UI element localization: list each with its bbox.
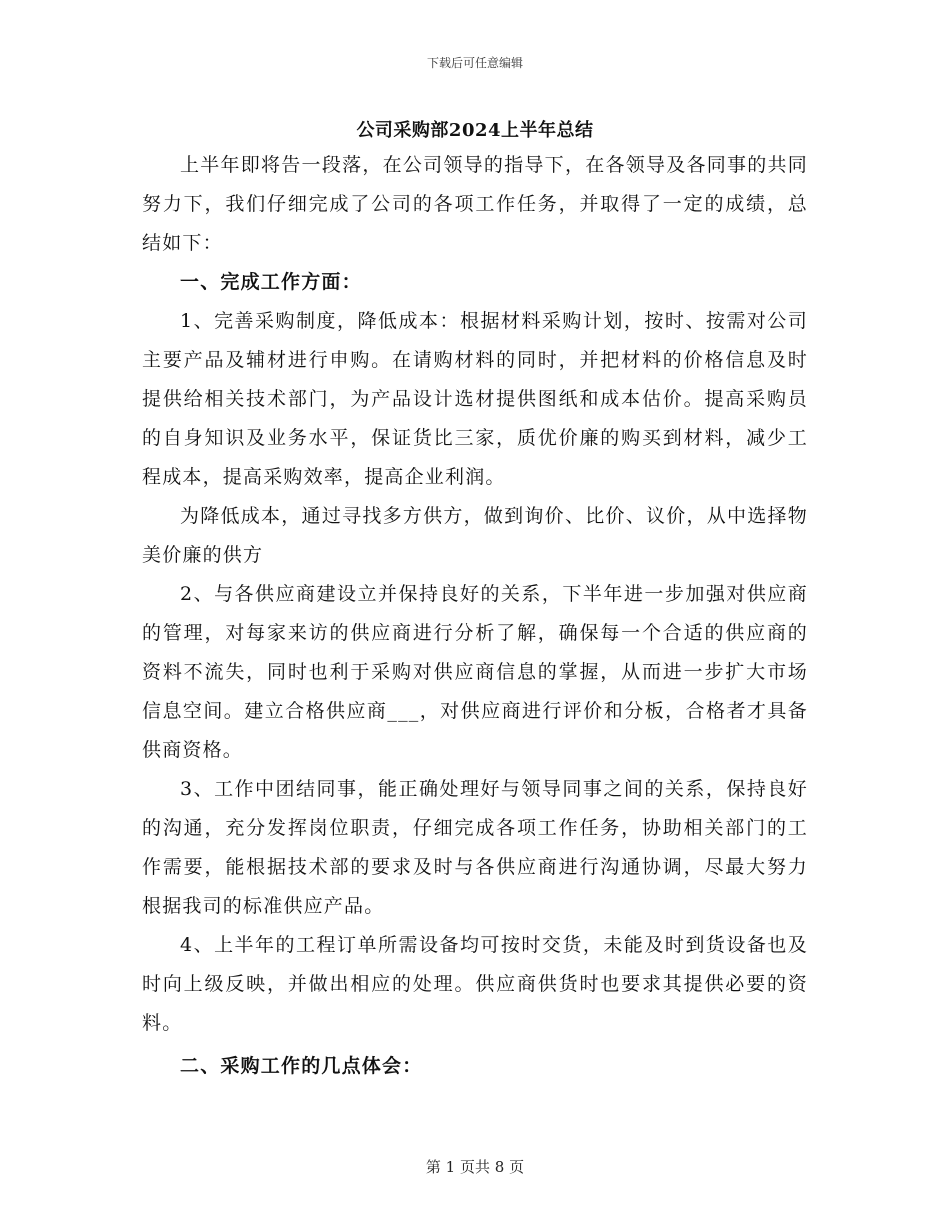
body-paragraph-4: 3、工作中团结同事，能正确处理好与领导同事之间的关系，保持良好的沟通，充分发挥岗位职责，仔细完成各项工作任务，协助相关部门的工作需要，能根据技术部的要求及时与各供应商进行沟通协调，尽最大努力根据我司的标准供应产品。 — [142, 778, 808, 917]
document-body — [142, 146, 808, 1086]
page-number: 第 1 页共 8 页 — [425, 1158, 525, 1176]
document-title: 公司采购部2024上半年总结 — [356, 120, 594, 141]
body-paragraph-1: 1、完善采购制度，降低成本：根据材料采购计划，按时、按需对公司主要产品及辅材进行申购。在请购材料的同时，并把材料的价格信息及时提供给相关技术部门，为产品设计选材提供图纸和成本估价。提高采购员的自身知识及业务水平，保证货比三家，质优价廉的购买到材料，减少工程成本，提高采购效率，提高企业利润。 — [142, 310, 808, 488]
section-heading-1: 一、完成工作方面： — [180, 271, 362, 293]
intro-paragraph: 上半年即将告一段落，在公司领导的指导下，在各领导及各同事的共同努力下，我们仔细完成了公司的各项工作任务，并取得了一定的成绩，总结如下： — [142, 154, 808, 254]
body-paragraph-5: 4、上半年的工程订单所需设备均可按时交货，未能及时到货设备也及时向上级反映，并做出相应的处理。供应商供货时也要求其提供必要的资料。 — [142, 934, 808, 1034]
section-heading-2: 二、采购工作的几点体会： — [180, 1055, 423, 1077]
header-note: 下载后可任意编辑 — [426, 56, 523, 70]
body-paragraph-3: 2、与各供应商建设立并保持良好的关系，下半年进一步加强对供应商的管理，对每家来访的供应商进行分析了解，确保每一个合适的供应商的资料不流失，同时也利于采购对供应商信息的掌握，从而进一步扩大市场信息空间。建立合格供应商___，对供应商进行评价和分板，合格者才具备供商资格。 — [142, 583, 808, 761]
body-paragraph-2: 为降低成本，通过寻找多方供方，做到询价、比价、议价，从中选择物美价廉的供方 — [142, 505, 808, 566]
